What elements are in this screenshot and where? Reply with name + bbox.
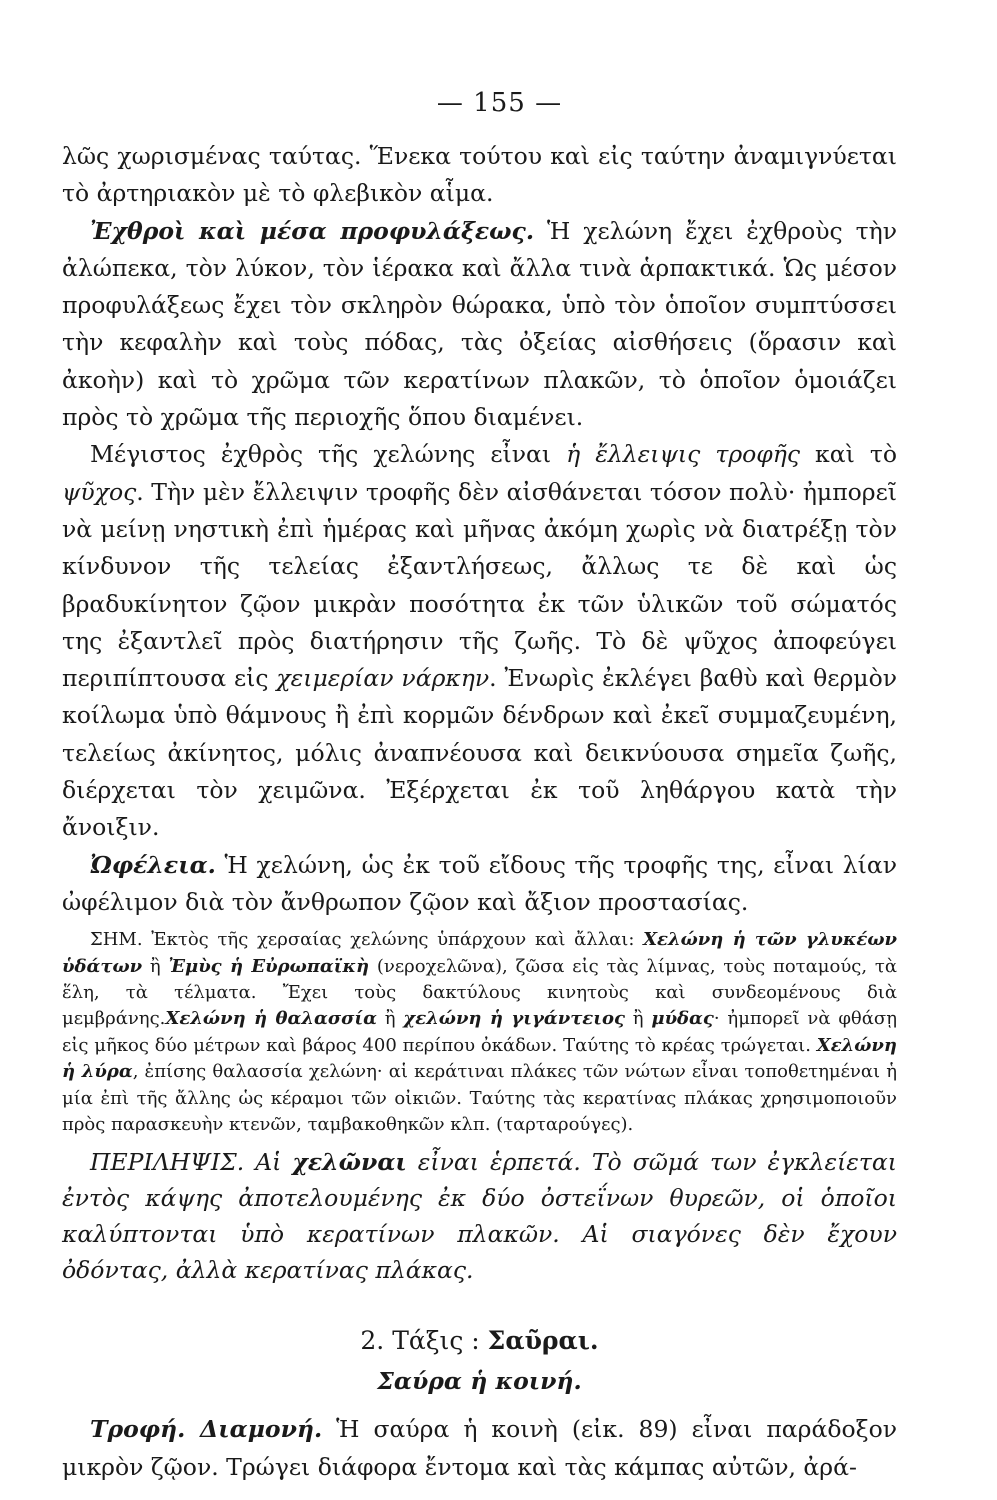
text-run: ἢ bbox=[624, 1008, 652, 1030]
paragraph-text: Ἡ χελώνη, ὡς ἐκ τοῦ εἴδους τῆς τροφῆς της, εἶναι λίαν ὠφέλιμον διὰ τὸν ἄνθρωπον ζῷον καὶ ἄξιον προστασίας. bbox=[62, 850, 897, 916]
species-name: Χελώνη ἡ τῶν γλυκέων ὑδάτων bbox=[62, 929, 897, 977]
paragraph-lizard-food bbox=[62, 1411, 897, 1486]
text-run: ΣΗΜ. Ἐκτὸς τῆς χερσαίας χελώνης ὑπάρχουν καὶ ἄλλαι: bbox=[90, 929, 644, 951]
italic-term: ἡ ἔλλειψις τροφῆς bbox=[566, 440, 800, 469]
species-name: Χελώνη ἡ λύρα bbox=[62, 1034, 897, 1083]
text-run: εἶναι ἑρπετά. Τὸ σῶμά των ἐγκλείεται ἐντὸς κάψης ἀποτελουμένης ἐκ δύο ὀστεΐνων θυρεῶν, οἱ ὁποῖοι καλύπτονται ὑπὸ κερατίνων πλακῶν. Αἱ σιαγόνες δὲν ἔχουν ὀδόντας, ἀλλὰ κερατίνας πλάκας. bbox=[62, 1148, 898, 1285]
summary-paragraph bbox=[62, 1144, 897, 1288]
species-name: Χελώνη ἡ θαλασσία bbox=[165, 1008, 377, 1030]
species-name: χελώνη ἡ γιγάντειος bbox=[403, 1008, 625, 1030]
paragraph-enemies bbox=[62, 213, 897, 437]
paragraph-continuation: λῶς χωρισμένας ταύτας. Ἕνεκα τούτου καὶ εἰς ταύτην ἀναμιγνύεται τὸ ἀρτηριακὸν μὲ τὸ φλεβικὸν αἷμα. bbox=[62, 142, 897, 208]
text-run: καὶ τὸ bbox=[799, 440, 897, 469]
italic-term: ψῦχος bbox=[62, 477, 137, 506]
summary-label: ΠΕΡΙΛΗΨΙΣ. bbox=[90, 1148, 245, 1177]
text-run: · ἠμπορεῖ νὰ φθάσῃ εἰς μῆκος δύο μέτρων καὶ βάρος 400 περίπου ὀκάδων. Ταύτης τὸ κρέας τρώγεται. bbox=[62, 1008, 897, 1056]
text-run: (νεροχελῶνα), ζῶσα εἰς τὰς λίμνας, τοὺς ποταμούς, τὰ ἕλη, τὰ τέλματα. Ἔχει τοὺς δακτύλους κινητοὺς καὶ συνδεομένους διὰ μεμβράνης. bbox=[62, 955, 897, 1030]
text-run: Μέγιστος ἐχθρὸς τῆς χελώνης εἶναι bbox=[90, 440, 567, 469]
paragraph-heading: Ἐχθροὶ καὶ μέσα προφυλάξεως. bbox=[90, 216, 535, 245]
text-run: , ἐπίσης θαλασσία χελώνη· αἱ κεράτιναι πλάκες τῶν νώτων εἶναι τοποθετημέναι ἡ μία ἐπὶ τῆς ἄλλης ὡς κέραμοι τῶν οἰκιῶν. Ταύτης τὰς κερατίνας πλάκας χρησιμοποιοῦν πρὸς παρασκευὴν κτενῶν, ταμβακοθηκῶν κλπ. (ταρταρούγες). bbox=[62, 1061, 898, 1136]
paragraph-heading: Ὠφέλεια. bbox=[90, 850, 216, 879]
text-run: . Τὴν μὲν ἔλλειψιν τροφῆς δὲν αἰσθάνεται τόσον πολὺ· ἠμπορεῖ νὰ μείνῃ νηστικὴ ἐπὶ ἡμέρας καὶ μῆνας ἀκόμη χωρὶς νὰ διατρέξῃ τὸν κίνδυνον τῆς τελείας ἐξαντλήσεως, ἄλλως τε δὲ καὶ ὡς βραδυκίνητον ζῷον μικρὰν ποσότητα ἐκ τῶν ὑλικῶν τοῦ σώματός της ἐξαντλεῖ πρὸς διατήρησιν τῆς ζωῆς. Τὸ δὲ ψῦχος ἀποφεύγει περιπίπτουσα εἰς bbox=[62, 477, 897, 693]
section-prefix: 2. Τάξις : bbox=[360, 1326, 488, 1356]
italic-term: χειμερίαν νάρκην bbox=[276, 664, 490, 693]
section-heading bbox=[62, 1326, 897, 1355]
paragraph-usefulness bbox=[62, 847, 897, 922]
footnote-species bbox=[62, 927, 897, 1138]
text-run: Αἱ bbox=[244, 1148, 293, 1177]
summary-term: χελῶναι bbox=[292, 1148, 407, 1177]
species-heading: Σαύρα ἡ κοινή. bbox=[377, 1367, 582, 1396]
text-run: ἢ bbox=[376, 1008, 404, 1030]
text-run: ἢ bbox=[142, 955, 169, 977]
section-name: Σαῦραι. bbox=[487, 1326, 599, 1356]
paragraph-hunger-cold bbox=[62, 436, 897, 846]
text-run: . Ἐνωρὶς ἐκλέγει βαθὺ καὶ θερμὸν κοίλωμα ὑπὸ θάμνους ἢ ἐπὶ κορμῶν δένδρων καὶ ἐκεῖ συμμαζευμένη, τελείως ἀκίνητος, μόλις ἀναπνέουσα καὶ δεικνύουσα σημεῖα ζωῆς, διέρχεται τὸν χειμῶνα. Ἐξέρχεται ἐκ τοῦ ληθάργου κατὰ τὴν ἄνοιξιν. bbox=[62, 664, 898, 842]
species-name: μύδας bbox=[651, 1008, 714, 1030]
species-name: Ἐμὺς ἡ Εὐρωπαϊκὴ bbox=[168, 955, 370, 977]
paragraph-heading: Τροφή. Διαμονή. bbox=[90, 1415, 323, 1444]
paragraph-text: Ἡ χελώνη ἔχει ἐχθροὺς τὴν ἀλώπεκα, τὸν λύκον, τὸν ἱέρακα καὶ ἄλλα τινὰ ἁρπακτικά. Ὡς μέσον προφυλάξεως ἔχει τὸν σκληρὸν θώρακα, ὑπὸ τὸν ὁποῖον συμπτύσσει τὴν κεφαλὴν καὶ τοὺς πόδας, τὰς ὀξείας αἰσθήσεις (ὅρασιν καὶ ἀκοὴν) καὶ τὸ χρῶμα τῶν κερατίνων πλακῶν, τὸ ὁποῖον ὁμοιάζει πρὸς τὸ χρῶμα τῆς περιοχῆς ὅπου διαμένει. bbox=[62, 216, 897, 432]
page-number: — 155 — bbox=[436, 88, 563, 118]
paragraph-text: Ἡ σαύρα ἡ κοινὴ (εἰκ. 89) εἶναι παράδοξον μικρὸν ζῷον. Τρώγει διάφορα ἔντομα καὶ τὰς κάμπας αὐτῶν, ἀρά- bbox=[62, 1415, 898, 1481]
